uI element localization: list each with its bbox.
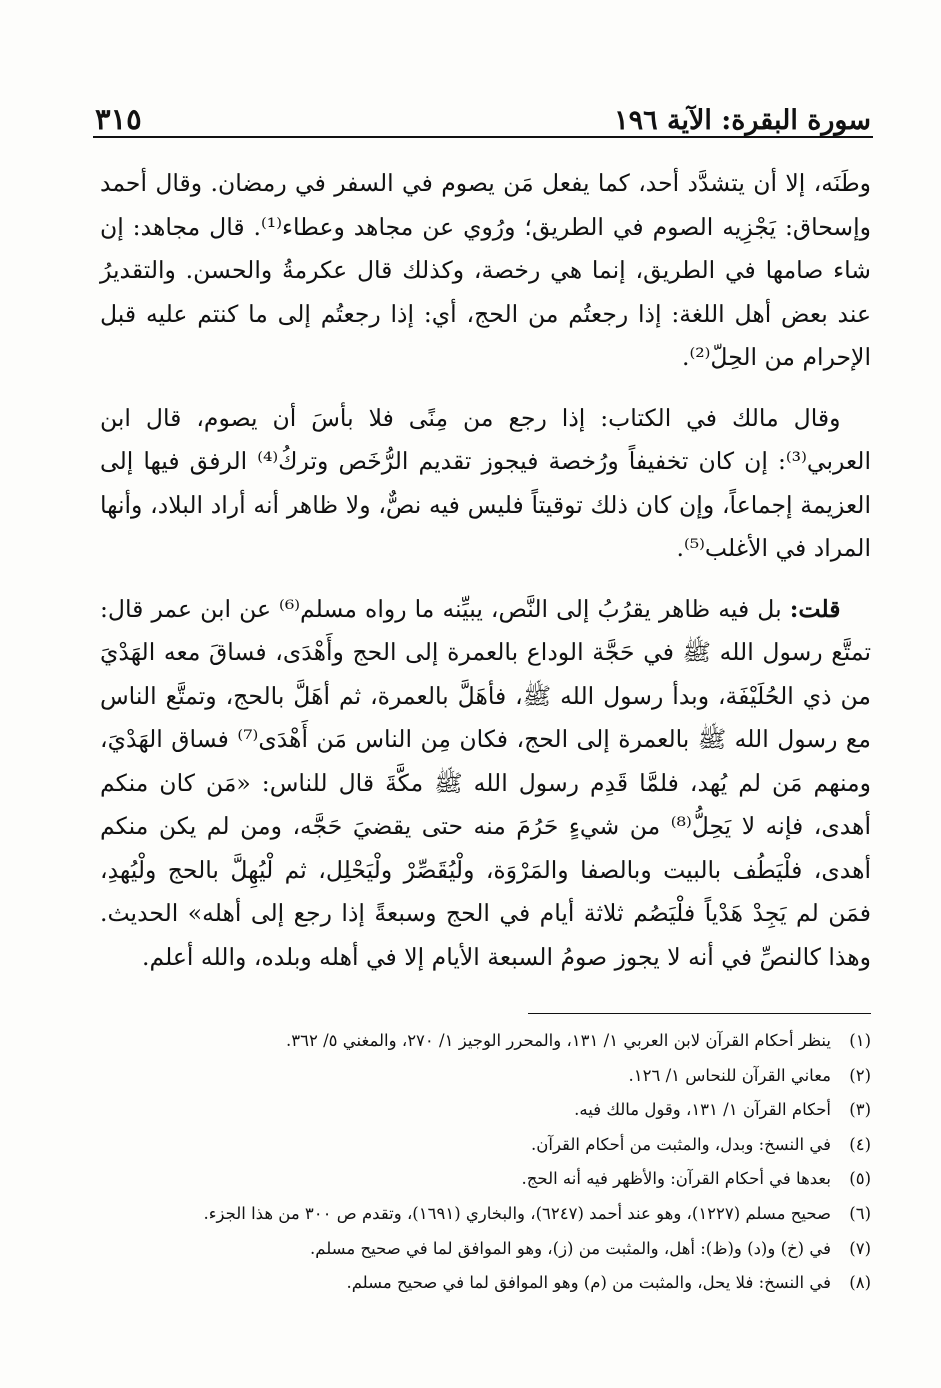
paragraph-1: وطَنَه، إلا أن يتشدَّد أحد، كما يفعل مَن يصوم في السفر في رمضان. وقال أحمد وإسحاق: يَجْزِيه الصوم في الطريق؛ ورُوي عن مجاهد وعطاء⁽¹⁾. قال مجاهد: إن شاء صامها في الطريق، إنما هي رخصة، وكذلك قال عكرمةُ والحسن. والتقديرُ عند بعض أهل اللغة: إذا رجعتُم من الحج، أي: إذا رجعتُم إلى ما كنتم عليه قبل الإحرام من الحِلّ⁽²⁾. bbox=[100, 169, 871, 371]
footnote-text: أحكام القرآن ١/ ١٣١، وقول مالك فيه. bbox=[574, 1100, 831, 1120]
footnote-6 bbox=[100, 1197, 871, 1232]
footnote-text: صحيح مسلم (١٢٢٧)، وهو عند أحمد (٦٢٤٧)، والبخاري (١٦٩١)، وتقدم ص ٣٠٠ من هذا الجزء. bbox=[203, 1203, 831, 1223]
footnote-text: في النسخ: فلا يحل، والمثبت من (م) وهو الموافق لما في صحيح مسلم. bbox=[346, 1273, 831, 1293]
footnote-text: بعدها في أحكام القرآن: والأظهر فيه أنه الحج. bbox=[521, 1169, 831, 1189]
footnote-3 bbox=[100, 1093, 871, 1128]
footnote-5 bbox=[100, 1162, 871, 1197]
qultu-label: قلت: bbox=[789, 594, 841, 623]
footnote-number: (١) bbox=[849, 1031, 871, 1050]
paragraph-3 bbox=[100, 588, 871, 980]
page-number: ٣١٥ bbox=[95, 102, 142, 136]
main-text bbox=[100, 162, 871, 996]
footnote-number: (٣) bbox=[849, 1100, 871, 1120]
footnote-2 bbox=[100, 1059, 871, 1094]
footnote-4 bbox=[100, 1128, 871, 1163]
footnotes bbox=[100, 1024, 871, 1301]
footnote-text: في النسخ: وبدل، والمثبت من أحكام القرآن. bbox=[531, 1134, 831, 1154]
footnote-number: (٨) bbox=[849, 1273, 871, 1293]
footnote-separator bbox=[528, 1013, 871, 1014]
footnote-text: معاني القرآن للنحاس ١/ ١٢٦. bbox=[628, 1065, 831, 1085]
footnote-1 bbox=[100, 1024, 871, 1059]
footnote-number: (٥) bbox=[849, 1169, 871, 1189]
footnote-number: (٢) bbox=[849, 1065, 871, 1085]
footnote-number: (٧) bbox=[849, 1238, 871, 1258]
footnote-text: في (خ) و(د) و(ظ): أهل، والمثبت من (ز)، وهو الموافق لما في صحيح مسلم. bbox=[309, 1238, 831, 1258]
surah-title: سورة البقرة: الآية ١٩٦ bbox=[614, 105, 871, 136]
footnote-7 bbox=[100, 1232, 871, 1267]
footnote-8 bbox=[100, 1266, 871, 1301]
footnote-text: ينظر أحكام القرآن لابن العربي ١/ ١٣١، والمحرر الوجيز ١/ ٢٧٠، والمغني ٥/ ٣٦٢. bbox=[286, 1031, 831, 1050]
running-header bbox=[95, 92, 871, 136]
footnote-number: (٦) bbox=[849, 1203, 871, 1223]
header-rule bbox=[93, 136, 873, 138]
paragraph-3-text: بل فيه ظاهر يقرُبُ إلى النَّص، يبيِّنه ما رواه مسلم⁽⁶⁾ عن ابن عمر قال: تمتَّع رسول الله ﷺ في حَجَّة الوداع بالعمرة إلى الحج وأَهْدَى، فساقَ معه الهَدْيَ من ذي الحُلَيْفَة، وبدأ رسول الله ﷺ، فأهَلَّ بالعمرة، ثم أهَلَّ بالحج، وتمتَّع الناس مع رسول الله ﷺ بالعمرة إلى الحج، فكان مِن الناس مَن أَهْدَى⁽⁷⁾ فساق الهَدْيَ، ومنهم مَن لم يُهد، فلمَّا قَدِم رسول الله ﷺ مكَّةَ قال للناس: «مَن كان منكم أهدى، فإنه لا يَحِلُّ⁽⁸⁾ من شيءٍ حَرُمَ منه حتى يقضيَ حَجَّه، ومن لم يكن منكم أهدى، فلْيَطُف بالبيت وبالصفا والمَرْوَة، ولْيُقَصِّرْ ولْيَحْلِل، ثم لْيُهِلَّ بالحج ولْيُهدِ، فمَن لم يَجِدْ هَدْياً فلْيَصُم ثلاثة أيام في الحج وسبعةً إذا رجع إلى أهله» الحديث. وهذا كالنصِّ في أنه لا يجوز صومُ السبعة الأيام إلا في أهله وبلده، والله أعلم. bbox=[100, 594, 871, 971]
paragraph-2: وقال مالك في الكتاب: إذا رجع من مِنًى فلا بأسَ أن يصوم، قال ابن العربي⁽³⁾: إن كان تخفيفاً ورُخصة فيجوز تقديم الرُّخَص وتركُ⁽⁴⁾ الرفق فيها إلى العزيمة إجماعاً، وإن كان ذلك توقيتاً فليس فيه نصٌّ، ولا ظاهر أنه أراد البلاد، وأنها المراد في الأغلب⁽⁵⁾. bbox=[100, 403, 871, 562]
footnote-number: (٤) bbox=[849, 1134, 871, 1154]
